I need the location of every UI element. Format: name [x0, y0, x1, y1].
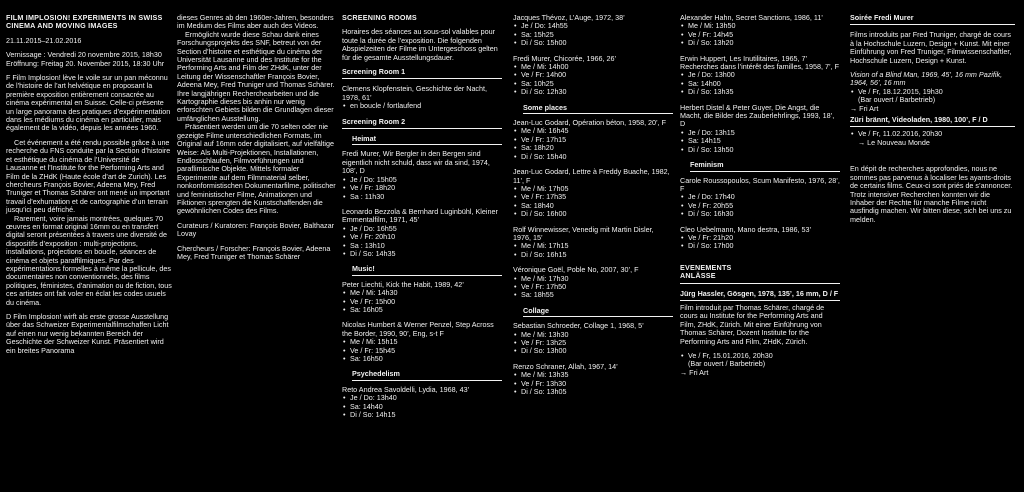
- showtime: • Sa : 13h10: [350, 242, 502, 250]
- soiree-bar: (Bar ouvert / Barbetrieb): [858, 95, 936, 105]
- film-credit: Peter Liechti, Kick the Habit, 1989, 42’: [342, 279, 464, 289]
- event-bar: (Bar ouvert / Barbetrieb): [688, 359, 766, 369]
- showtime: • Ve / Fr: 14h00: [521, 71, 673, 79]
- program-entry: [342, 208, 502, 258]
- program-entry: [680, 55, 840, 97]
- showtime: • Di / So: 14h15: [350, 411, 502, 419]
- program-entry: [513, 226, 673, 260]
- film-credit: Jacques Thévoz, L’Auge, 1972, 38’: [513, 13, 625, 22]
- showtime: • Je / Do: 13h00: [688, 71, 840, 79]
- film-credit: Herbert Distel & Peter Guyer, Die Angst, die Macht, die Bilder des Zauberlehrlings, 1993, 18’, D: [680, 102, 835, 129]
- showtime: • Ve / Fr: 17h50: [521, 283, 673, 291]
- program-entry: [513, 119, 673, 161]
- showtime: • Ve / Fr: 14h45: [688, 31, 840, 39]
- program-entry: [513, 14, 673, 48]
- curators-credit: Curateurs / Kuratoren: François Bovier, Balthazar Lovay: [177, 220, 334, 239]
- showtime: • Di / So: 13h20: [688, 39, 840, 47]
- showtime: • Je / Do: 16h55: [350, 225, 502, 233]
- film-credit: Carole Roussopoulos, Scum Manifesto, 1976, 28’, F: [680, 175, 840, 193]
- showtime: • Di / So: 15h00: [521, 39, 673, 47]
- showtime: • Me / Mi: 17h05: [521, 185, 673, 193]
- intro-de-paragraph-1-cont: dieses Genres ab den 1960er-Jahren, besonders im Medium des Films aber auch des Videos.: [177, 13, 334, 31]
- film-credit: Reto Andrea Savoldelli, Lydia, 1968, 43’: [342, 384, 470, 394]
- zuri-venue: → Le Nouveau Monde: [858, 137, 930, 147]
- events-heading-fr: EVENEMENTS: [680, 262, 732, 272]
- intro-fr-paragraph-1: F Film Implosion! lève le voile sur un pan méconnu de l’histoire de l’art helvétique en proposant la première exposition entièrement consacrée au cinéma expérimental en Suisse. Celle-ci présente un large panorama des pratiques d’expérimentation dans les médiums du cinéma en particulier, mais également de la vidéo, depuis les années 1960.: [6, 73, 171, 133]
- section-psychedelism: Psychedelism: [352, 370, 502, 380]
- showtime: • Sa : 11h30: [350, 193, 502, 201]
- soiree-time: • Ve / Fr, 18.12.2015, 19h30: [858, 88, 1015, 96]
- rights-note: En dépit de recherches approfondies, nous ne sommes pas parvenus à localiser les ayants-droits de certains films. Ceux-ci sont priés de s’annoncer. Trotz intensiver Recherchen konnten wir die Inhaber der Rechte für manche Filme nicht ausfindig machen. Wir bitten diese, sich bei uns zu melden.: [850, 164, 1013, 224]
- showtime: • Sa: 10h25: [521, 80, 673, 88]
- events-column: [850, 14, 1015, 230]
- showtime: • Ve / Fr: 20h10: [350, 233, 502, 241]
- showtime: • Sa: 14h00: [688, 80, 840, 88]
- showtime: • Di / So: 12h30: [521, 88, 673, 96]
- program-column-2: [513, 14, 673, 403]
- showtime: • Sa: 14h40: [350, 403, 502, 411]
- film-credit: Jean-Luc Godard, Opération béton, 1958, 20’, F: [513, 118, 667, 128]
- film-credit: Leonardo Bezzola & Bernhard Luginbühl, Kleiner Emmentalfilm, 1971, 45’: [342, 206, 498, 225]
- vernissage-fr: Vernissage : Vendredi 20 novembre 2015, 18h30: [6, 50, 162, 60]
- event-title: Jürg Hassler, Gösgen, 1978, 135’, 16 mm, D / F: [680, 290, 840, 301]
- showtime: • Ve / Fr: 18h20: [350, 184, 502, 192]
- film-credit: Alexander Hahn, Secret Sanctions, 1986, 11’: [680, 13, 823, 22]
- showtime: • Sa: 14h15: [688, 137, 840, 145]
- showtime: • Di / So: 16h15: [521, 251, 673, 259]
- program-entry: [513, 322, 673, 356]
- showtime: • Je / Do: 13h15: [688, 129, 840, 137]
- showtime: • Me / Mi: 16h45: [521, 127, 673, 135]
- event-time: • Ve / Fr, 15.01.2016, 20h30: [688, 352, 840, 360]
- showtime: • Di / So: 14h35: [350, 250, 502, 258]
- program-entry: [513, 266, 673, 300]
- showtime: • Me / Mi: 13h30: [521, 331, 673, 339]
- section-music: Music!: [352, 265, 502, 275]
- zuri-time: • Ve / Fr, 11.02.2016, 20h30: [858, 130, 1015, 138]
- program-entry: [680, 177, 840, 219]
- film-credit: Fredi Murer, Wir Bergler in den Bergen sind eigentlich nicht schuld, dass wir da sind, 1974, 108’, D: [342, 149, 490, 176]
- showtime: • Je / Do: 13h40: [350, 394, 502, 402]
- program-entry: [513, 55, 673, 97]
- section-collage: Collage: [523, 307, 673, 317]
- program-entry: [342, 85, 502, 110]
- section-heimat: Heimat: [352, 135, 502, 145]
- soiree-heading: Soirée Fredi Murer: [850, 14, 1015, 25]
- intro-fr-paragraph-3: Rarement, voire jamais montrées, quelques 70 œuvres en format original 16mm ou en transfert digital seront présentées à travers une diversité de dispositifs d’exposition : multi-projections, installations, projections en boucle, séances de cinéma et objets paraffilmiques. Par des expérimentations formelles à même la pellicule, des documentaires non conventionnels, des films politiques, féministes, d’animation ou de fiction, tous ces artistes ont fait voler en éclat les codes usuels du cinéma.: [6, 213, 172, 307]
- showtime: • Me / Mi: 17h15: [521, 242, 673, 250]
- showtime: • Di / So: 13h05: [521, 388, 673, 396]
- film-credit: Cleo Uebelmann, Mano destra, 1986, 53’: [680, 224, 812, 234]
- screening-room-2-heading: Screening Room 2: [342, 118, 502, 129]
- intro-de-paragraph-1: D Film Implosion! wirft als erste grosse Ausstellung über das Schweizer Experimentalfilmschaffen Licht auf einen nur wenig bekannten Bereich der Geschichte der Schweizer Kunst. Präsentiert wird ein breites Panorama: [6, 312, 169, 355]
- showtime: • Me / Mi: 13h35: [521, 371, 673, 379]
- events-heading-de: ANLÄSSE: [680, 272, 840, 283]
- showtime: • Di / So: 15h40: [521, 153, 673, 161]
- program-entry: [513, 363, 673, 397]
- showtime: • Sa: 16h50: [350, 355, 502, 363]
- event-venue: → Fri Art: [680, 367, 709, 377]
- screening-rooms-column: [342, 14, 502, 426]
- intro-de-paragraph-3: Präsentiert werden um die 70 selten oder nie gezeigte Filme unterschiedlichen Formats, im Original auf 16mm oder digitalisiert, auf vielfältige Weise: Als Multi-Projektionen, Installationen, Endlosschlaufen, Filmvorführungen und paraflimische Objekte. Mittels formaler Experimente auf dem Filmmaterial selber, nonkonformistischen Dokumentarfilme, politischer und feministischer Filme, Animationen und Fiktionen sprengten die Kunstschaffenden die gewöhnlichen Codes des Films.: [177, 122, 336, 216]
- screening-room-1-heading: Screening Room 1: [342, 68, 502, 79]
- vernissage-de: Eröffnung: Freitag 20. November 2015, 18:30 Uhr: [6, 58, 165, 68]
- program-entry: [342, 321, 502, 363]
- program-entry: [513, 168, 673, 218]
- exhibition-dates: 21.11.2015–21.02.2016: [6, 35, 82, 45]
- film-credit: Véronique Goël, Poble No, 2007, 30’, F: [513, 265, 639, 275]
- showtime: • Di / So: 13h35: [688, 88, 840, 96]
- showtime: • Di / So: 16h30: [688, 210, 840, 218]
- showtime: • Je / Do: 15h05: [350, 176, 502, 184]
- showtime: • Ve / Fr: 13h25: [521, 339, 673, 347]
- showtime: • Ve / Fr: 17h15: [521, 136, 673, 144]
- section-feminism: Feminism: [690, 161, 840, 171]
- screening-rooms-intro: Horaires des séances au sous-sol valables pour toute la durée de l’exposition. Die folgenden Abspielzeiten der Filme im Untergeschoss gelten für die gesamte Ausstellungsdauer.: [342, 27, 498, 62]
- event-description: Film introduit par Thomas Schärer, chargé de cours au Institute for the Performing Arts and Film, ZHdK, Zürich. Mit einer Einführung von Thomas Schärer, Dozent Institute for the Performing Arts and Film, ZHdK, Zürich.: [680, 302, 825, 346]
- soiree-description: Films introduits par Fred Truniger, chargé de cours à la Hochschule Luzern, Design + Kunst. Mit einer Einführung von Fred Truniger, Filmwissenschaftler, Hochschule Luzern, Design + Kunst.: [850, 30, 1012, 65]
- zuri-event-title: Züri brännt, Videoladen, 1980, 100’, F / D: [850, 116, 1015, 127]
- showtime: • Me / Mi: 13h50: [688, 22, 840, 30]
- showtime: • Sa: 18h55: [521, 291, 673, 299]
- screening-rooms-heading: SCREENING ROOMS: [342, 13, 417, 22]
- showtime: • Ve / Fr: 17h35: [521, 193, 673, 201]
- showtime: • Di / So: 17h00: [688, 242, 840, 250]
- showtime: • Di / So: 13h50: [688, 146, 840, 154]
- intro-fr-paragraph-2: Cet événement a été rendu possible grâce à une recherche du FNS conduite par la Section d’histoire et esthétique du cinéma de l’Université de Lausanne et l’Institute for the Performing Arts and Film de la ZHdK (Haute école d’art de Zurich). Les chercheurs François Bovier, Adeena Mey, Fred Truniger et Thomas Schärer ont mené un important travail d’exhumation et de cartographie d’un terrain jusqu’ici peu défriché.: [6, 137, 171, 215]
- section-some-places: Some places: [523, 104, 673, 114]
- showtime: • Ve / Fr: 20h55: [688, 202, 840, 210]
- film-credit: Nicolas Humbert & Werner Penzel, Step Across the Border, 1990, 90’, Eng, s-t F: [342, 320, 494, 338]
- program-entry: [680, 104, 840, 154]
- program-entry: [342, 150, 502, 200]
- showtime: • Me / Mi: 17h30: [521, 275, 673, 283]
- soiree-films: Vision of a Blind Man, 1969, 45’, 16 mm Pazifik, 1964, 56’, 16 mm: [850, 70, 1003, 88]
- program-entry: [342, 281, 502, 315]
- soiree-venue: → Fri Art: [850, 103, 879, 113]
- showtime: • Je / Do: 17h40: [688, 193, 840, 201]
- showtime: • Ve / Fr: 13h30: [521, 380, 673, 388]
- program-entry: [680, 226, 840, 251]
- film-credit: Sebastian Schroeder, Collage 1, 1968, 5’: [513, 321, 644, 331]
- showtime: • Sa: 18h40: [521, 202, 673, 210]
- exhibition-title: FILM IMPLOSION! EXPERIMENTS IN SWISS CINEMA AND MOVING IMAGES: [6, 13, 163, 31]
- film-credit: Jean-Luc Godard, Lettre à Freddy Buache, 1982, 11’, F: [513, 167, 670, 185]
- intro-de-paragraph-2: Ermöglicht wurde diese Schau dank eines Forschungsprojekts des SNF, betreut von der Section d’histoire et esthétique du cinéma der Universität Lausanne und des Institute for the Performing Arts and Film der ZHdK, unter der Leitung der Wissenschaftler François Bovier, Adeena Mey, Fred Truniger und Thomas Schärer. Ihre langjährigen Recherchearbeiten und die Kartographie dieses bis anhin nur wenig erforschten Gebiets bilden die Grundlagen dieser umfänglichen Ausstellung.: [177, 29, 335, 123]
- showtime: • Me / Mi: 14h30: [350, 289, 502, 297]
- researchers-credit: Chercheurs / Forscher: François Bovier, Adeena Mey, Fred Truniger et Thomas Schärer: [177, 243, 331, 261]
- intro-column-fr: [6, 14, 172, 361]
- showtime: • Je / Do: 14h55: [521, 22, 673, 30]
- film-credit: Clemens Klopfenstein, Geschichte der Nacht, 1978, 61’: [342, 84, 488, 102]
- film-credit: Erwin Huppert, Les Inutilitaires, 1965, 7’ Recherches dans l’intérêt des familles, 1958, 7’, F: [680, 53, 840, 72]
- showtime: • Ve / Fr: 15h00: [350, 298, 502, 306]
- showtime: • Sa: 16h05: [350, 306, 502, 314]
- program-entry: [680, 14, 840, 48]
- film-credit: Rolf Winnewisser, Venedig mit Martin Disler, 1976, 15’: [513, 224, 654, 242]
- program-entry: [342, 386, 502, 420]
- showtime: • Sa: 18h20: [521, 144, 673, 152]
- film-credit: Renzo Schraner, Allah, 1967, 14’: [513, 361, 618, 371]
- showtime: • Me / Mi: 15h15: [350, 338, 502, 346]
- showtime: • Ve / Fr: 21h20: [688, 234, 840, 242]
- loop-note: • en boucle / fortlaufend: [350, 102, 502, 110]
- showtime: • Sa: 15h25: [521, 31, 673, 39]
- showtime: • Me / Mi: 14h00: [521, 63, 673, 71]
- showtime: • Ve / Fr: 15h45: [350, 347, 502, 355]
- showtime: • Di / So: 13h00: [521, 347, 673, 355]
- showtime: • Di / So: 16h00: [521, 210, 673, 218]
- film-credit: Fredi Murer, Chicorée, 1966, 26’: [513, 53, 617, 63]
- program-column-3: [680, 14, 840, 377]
- intro-column-de: [177, 14, 337, 267]
